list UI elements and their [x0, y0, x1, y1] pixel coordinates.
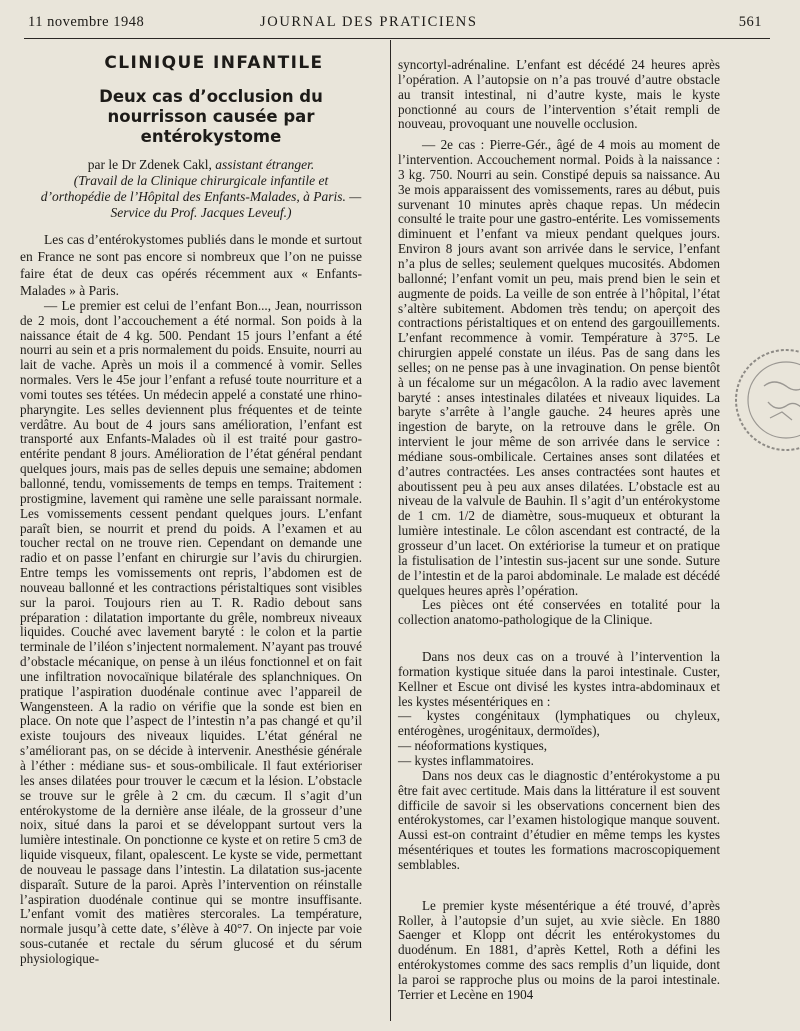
article-title: Deux cas d’occlusion du nourrisson causée par entérokystome	[99, 86, 323, 146]
byline-affiliation: (Travail de la Clinique chirurgicale infantile et d’orthopédie de l’Hôpital des Enfants-Malades, à Paris. — Service du Prof. Jacques Leveuf.)	[40, 172, 362, 220]
running-header	[28, 14, 762, 36]
case-2-paragraph: — 2e cas : Pierre-Gér., âgé de 4 mois au moment de l’intervention. Accouchement normal. Poids à la naissance : 3 kg. 750. Nourri au sein. Constipé depuis sa naissance. Au 3e mois apparaissent des vomissements, rares au début, puis survenant 10 minutes après chaque repas. Un médecin consulté le traite pour une gastro-entérite. Les vomissements diminuent et l’enfant va mieux pendant quelques jours. Environ 8 jours avant son arrivée dans le service, l’enfant n’a plus de selles; seulement quelques mucosités. Abdomen ballonné; l’enfant vomit un peu, mais prend bien le sein et augmente de poids. La veille de son entrée à l’hôpital, l’état s’altère subitement. Abdomen très tendu; on aperçoit des contractions péristaltiques et on entend des gargouillements. L’enfant recommence à vomir. Température à 37°5. Le chirurgien appelé constate un iléus. Pas de sang dans les selles; on ne pense pas à une invagination. On pense bientôt à un fécalome sur un mégacôlon. A la radio avec lavement baryté : anses intestinales dilatées et niveaux liquides. La baryte s’arrête à l’angle gauche. 24 heures après une ingestion de baryte, on la retrouve dans le grêle. On intervient le jour même de son arrivée dans le service : médiane sous-ombilicale. Certaines anses sont dilatées et d’autres contractées. Les anses contractées sont hautes et aboutissent peu à peu aux anses dilatées. L’obstacle est au niveau de la valvule de Bauhin. Il s’agit d’un entérokystome de 1 cm. 1/2 de diamètre, sous-muqueux et obturant la lumière intestinale. Le côlon ascendant est contracté, de la grosseur d’un lacet. On extériorise la tumeur et on pratique la fistulisation de l’intestin sus-jacent sur une sonde. Suture de l’intestin et de la paroi abdominale. Le malade est décédé quelques heures après l’opération.	[398, 137, 720, 598]
discussion-paragraph: Dans nos deux cas on a trouvé à l’intervention la formation kystique située dans la paroi intestinale. Custer, Kellner et Escue ont divisé les kystes intra-abdominaux et les kystes mésentériques en :	[398, 649, 720, 709]
byline-role: assistant étranger.	[215, 156, 315, 172]
list-item-inflammatory: — kystes inflammatoires.	[398, 752, 534, 768]
library-stamp	[724, 340, 800, 460]
right-column	[398, 58, 720, 1003]
header-journal-title: JOURNAL DES PRATICIENS	[260, 14, 478, 30]
header-page-number: 561	[738, 14, 762, 30]
list-item-neoformations: — néoformations kystiques,	[398, 738, 548, 754]
history-paragraph: Le premier kyste mésentérique a été trouvé, d’après Roller, à l’autopsie d’un sujet, au xvie siècle. En 1880 Saenger et Klopp ont décrit les entérokystomes du duodénum. En 1881, d’après Kettel, Roth a défini les entérokystomes comme des sacs remplis d’un liquide, dont la paroi se rapproche plus ou moins de la paroi intestinale. Terrier et Lecène en 1904	[398, 897, 720, 1002]
header-date: 11 novembre 1948	[28, 14, 145, 30]
list-item-congenital: — kystes congénitaux (lymphatiques ou chyleux, entérogènes, urogénitaux, dermoïdes),	[398, 708, 720, 739]
left-column	[20, 50, 362, 967]
header-rule	[24, 38, 770, 39]
byline-author: par le Dr Zdenek Cakl,	[87, 156, 212, 172]
collection-paragraph: Les pièces ont été conservées en totalité pour la collection anatomo-pathologique de la Clinique.	[398, 597, 720, 628]
section-title: CLINIQUE INFANTILE	[104, 53, 324, 73]
intro-paragraph: Les cas d’entérokystomes publiés dans le monde et surtout en France ne sont pas encore si nombreux que l’on ne puisse faire état de deux cas opérés récemment aux « Enfants-Malades » à Paris.	[20, 231, 362, 298]
column-divider	[390, 40, 391, 1021]
byline	[40, 157, 362, 221]
case-1-continuation: syncortyl-adrénaline. L’enfant est décédé 24 heures après l’opération. A l’autopsie on n’a pas trouvé d’autre obstacle au transit intestinal, ni d’autre kyste, mais le kyste ponctionné au cours de l’intervention s’était rempli de nouveau, provoquant une nouvelle occlusion.	[398, 57, 720, 132]
diagnosis-paragraph: Dans nos deux cas le diagnostic d’entérokystome a pu être fait avec certitude. Mais dans la littérature il est souvent difficile de savoir si les observations concernent bien des entérokystomes, car l’examen histologique manque souvent. Aussi est-on contraint d’étudier en même temps les kystes mésentériques et toutes les formations macroscopiquement semblables.	[398, 767, 720, 872]
case-1-paragraph: — Le premier est celui de l’enfant Bon..., Jean, nourrisson de 2 mois, dont l’accouchement a été normal. Son poids à la naissance était de 4 kg. 500. Pendant 15 jours l’enfant a été nourri au sein et a pris normalement du poids. Ensuite, nourri au lait de vache. Après un mois il a commencé à vomir. Selles normales. Vers le 45e jour l’enfant a refusé toute nourriture et a vomi toutes ses tétées. Un médecin appelé a constaté une rhino-pharyngite. Les selles deviennent plus fréquentes et de teinte verdâtre. Au bout de 4 jours sans amélioration, l’enfant est transporté aux Enfants-Malades où il est traité pour gastro-entérite pendant 8 jours. Amélioration de l’état général pendant quelques jours, mais pas de selles depuis une semaine; abdomen ballonné, tendu, vomissements de temps en temps. Traitement : prostigmine, lavement qui ramène une selle paraissant normale. Les vomissements cessent pendant quelques jours. L’enfant paraît bien, se nourrit et prend du poids. A l’examen et au toucher rectal on ne trouve rien. Cependant on demande une radio et on passe l’enfant en chirurgie sur l’avis du chirurgien. Entre temps les vomissements ont repris, l’abdomen est de nouveau ballonné et les contractions péristaltiques sont visibles sur la paroi. Toujours rien au T. R. Radio debout sans préparation : dilatation importante du grêle, nombreux niveaux liquides. Couché avec lavement baryté : le colon et la partie terminale de l’iléon s’injectent normalement. N’ayant pas trouvé d’obstacle mécanique, on pense à un iléus fonctionnel et on fait une infiltration novocaïnique bilatérale des splanchniques. On pratique l’aspiration duodénale continue avec l’appareil de Wangensteen. A la radio on vérifie que la sonde est bien en place. On note que l’aspect de l’intestin n’a pas changé et qu’il existe toujours des niveaux liquides. L’état général ne s’améliorant pas, on se décide à intervenir. Anesthésie générale à l’éther : médiane sus- et sous-ombilicale. Il faut extérioriser les anses dilatées pour trouver le cæcum et la lésion. L’obstacle se trouve sur le grêle à 2 cm. du cæcum. Il s’agit d’un entérokystome de la dernière anse iléale, de la grosseur d’une noix, situé dans la paroi et se développant surtout vers la lumière intestinale. On ponctionne ce kyste et on retire 5 cm3 de liquide visqueux, filant, opalescent. Le kyste se vide, permettant de nouveau le passage dans l’intestin. La dilatation sus-jacente disparaît. Suture de la paroi. Après l’intervention on réinstalle l’aspiration duodénale continue qui se montre insuffisante. L’enfant vomit des matières stercorales. La température, normale jusqu’à cette date, s’élève à 40°7. On injecte par voie sous-cutanée et rectale du sérum glucosé et du sérum physiologique-	[20, 297, 362, 966]
